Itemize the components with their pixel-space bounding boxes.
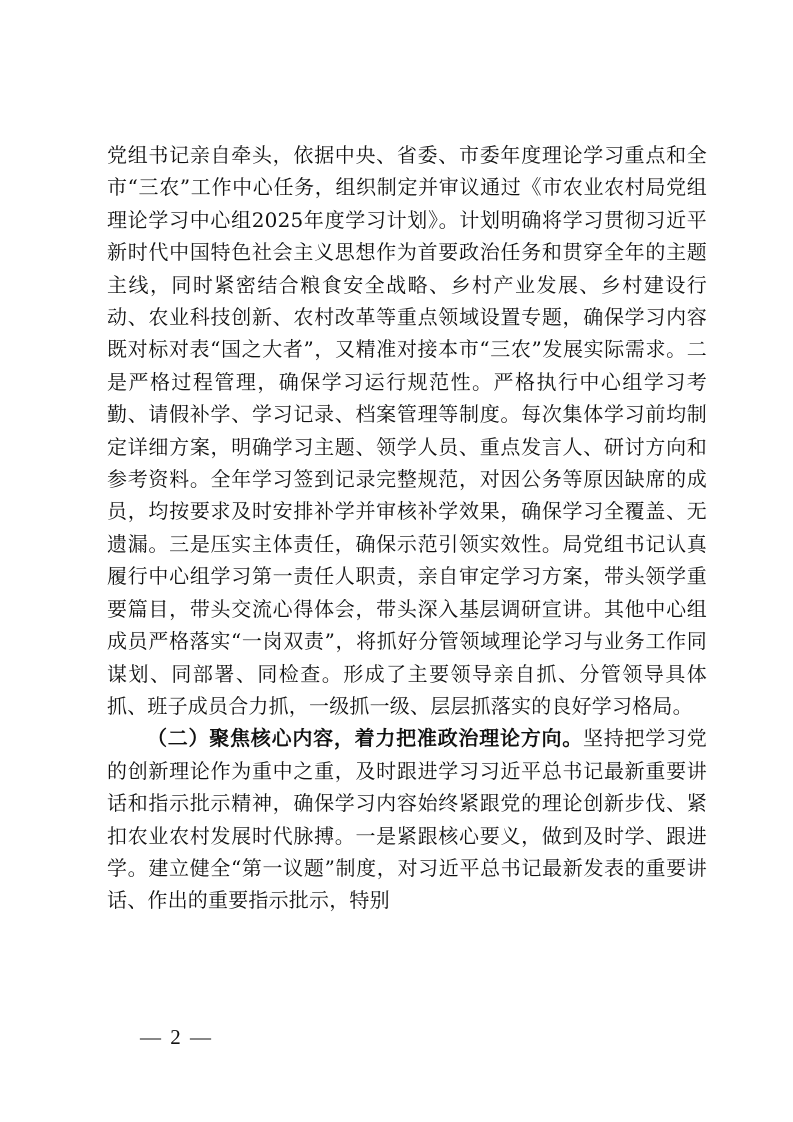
paragraph-1: 党组书记亲自牵头，依据中央、省委、市委年度理论学习重点和全市“三农”工作中心任务，组织制定并审议通过《市农业农村局党组理论学习中心组2025年度学习计划》。计划明确将学习贯彻习近平新时代中国特色社会主义思想作为首要政治任务和贯穿全年的主题主线，同时紧密结合粮食安全战略、乡村产业发展、乡村建设行动、农业科技创新、农村改革等重点领域设置专题，确保学习内容既对标对表“国之大者”，又精准对接本市“三农”发展实际需求。二是严格过程管理，确保学习运行规范性。严格执行中心组学习考勤、请假补学、学习记录、档案管理等制度。每次集体学习前均制定详细方案，明确学习主题、领学人员、重点发言人、研讨方向和参考资料。全年学习签到记录完整规范，对因公务等原因缺席的成员，均按要求及时安排补学并审核补学效果，确保学习全覆盖、无遗漏。三是压实主体责任，确保示范引领实效性。局党组书记认真履行中心组学习第一责任人职责，亲自审定学习方案，带头领学重要篇目，带头交流心得体会，带头深入基层调研宣讲。其他中心组成员严格落实“一岗双责”，将抓好分管领域理论学习与业务工作同谋划、同部署、同检查。形成了主要领导亲自抓、分管领导具体抓、班子成员合力抓，一级抓一级、层层抓落实的良好学习格局。 bbox=[107, 143, 707, 718]
paragraph-2-body: 坚持把学习党的创新理论作为重中之重，及时跟进学习习近平总书记最新重要讲话和指示批示精神，确保学习内容始终紧跟党的理论创新步伐、紧扣农业农村发展时代脉搏。一是紧跟核心要义，做到及时学、跟进学。建立健全“第一议题”制度，对习近平总书记最新发表的重要讲话、作出的重要指示批示，特别 bbox=[107, 726, 708, 913]
page-number: — 2 — bbox=[140, 1025, 213, 1049]
section-heading: （二）聚焦核心内容，着力把准政治理论方向。 bbox=[147, 726, 583, 751]
paragraph-2 bbox=[107, 722, 707, 916]
document-body bbox=[107, 139, 707, 917]
